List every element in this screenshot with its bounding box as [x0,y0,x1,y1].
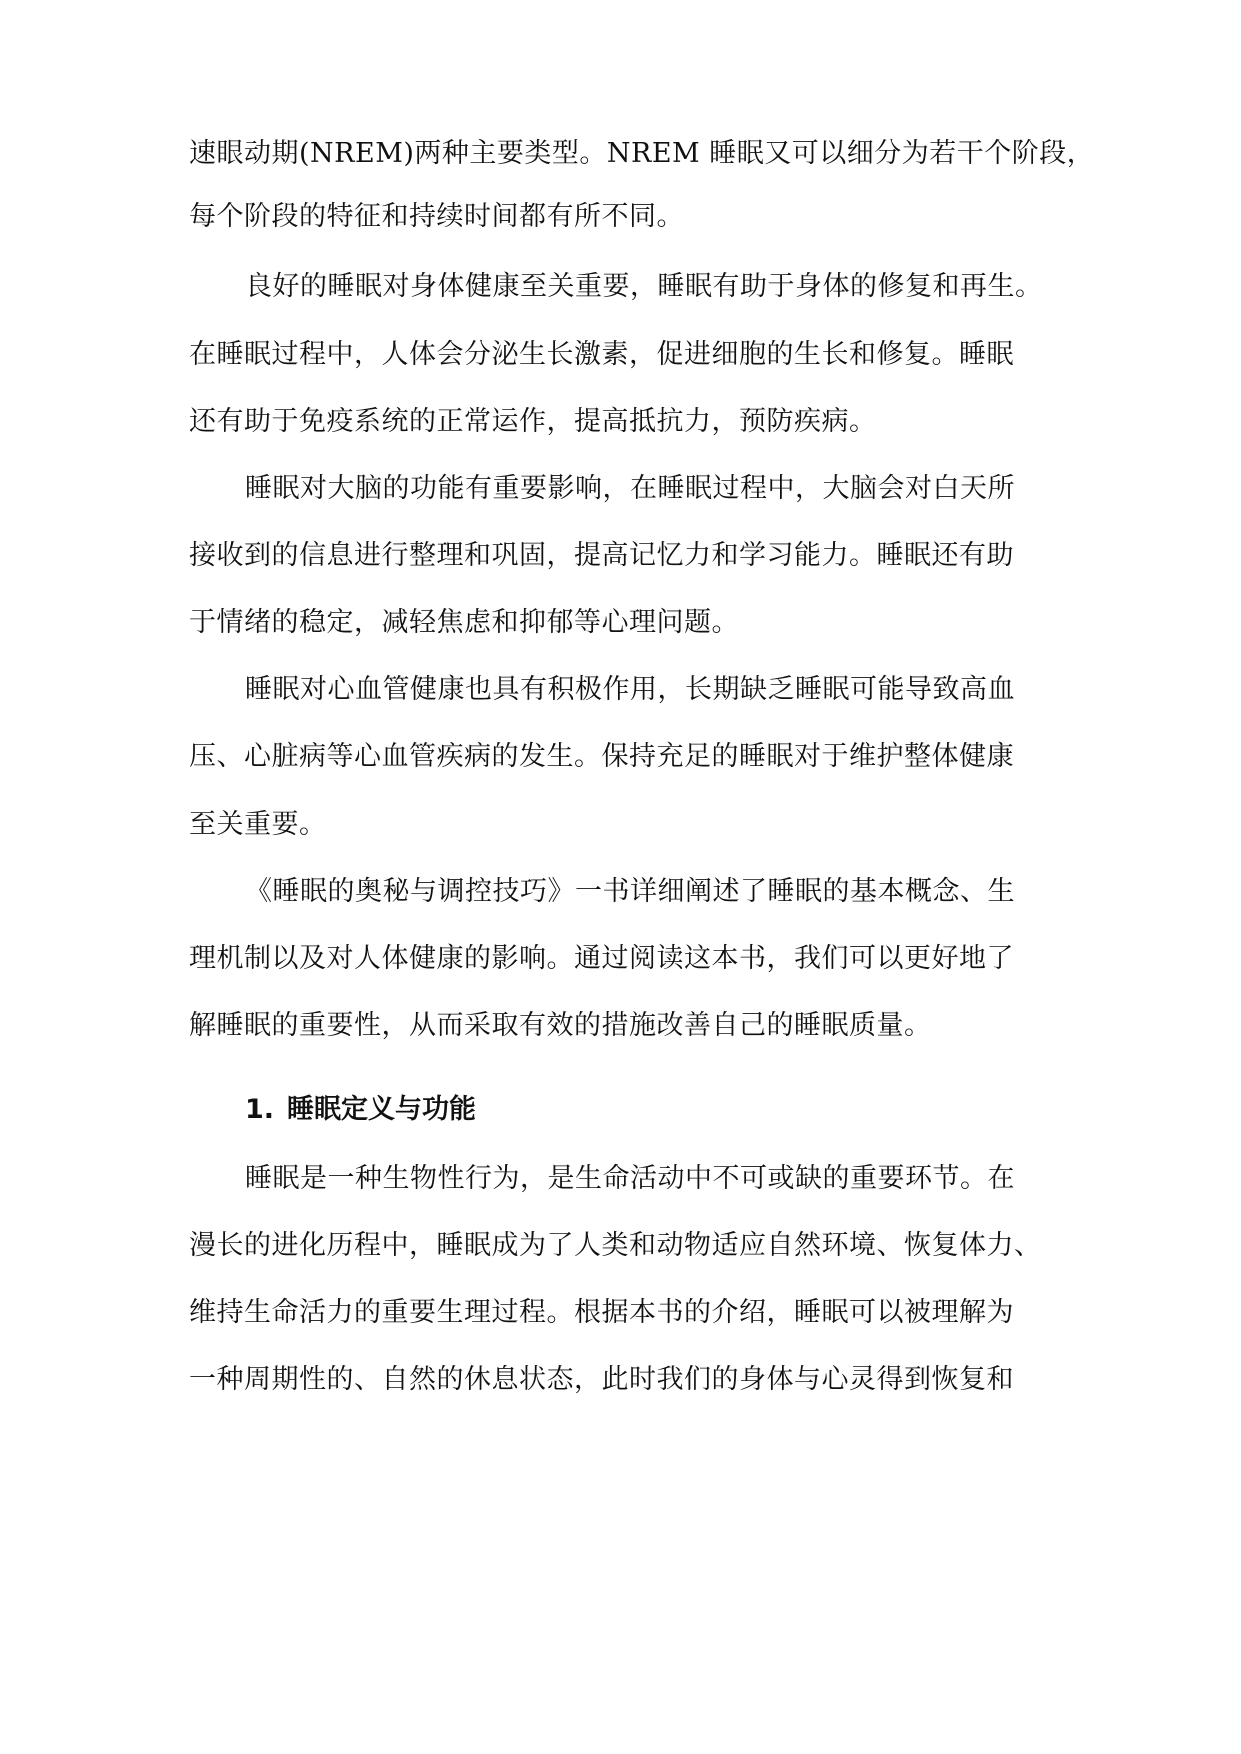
paragraph-1-line-2: 每个阶段的特征和持续时间都有所不同。 [189,201,684,232]
section-title: 睡眠定义与功能 [287,1094,476,1125]
paragraph-4-line-2: 压、心脏病等心血管疾病的发生。保持充足的睡眠对于维护整体健康 [189,741,1014,772]
paragraph-2-line-3: 还有助于免疫系统的正常运作，提高抵抗力，预防疾病。 [189,406,877,437]
section-paragraph-line-3: 维持生命活力的重要生理过程。根据本书的介绍，睡眠可以被理解为 [189,1297,1014,1328]
paragraph-2-line-1: 良好的睡眠对身体健康至关重要，睡眠有助于身体的修复和再生。 [245,271,1043,302]
paragraph-3-line-1: 睡眠对大脑的功能有重要影响，在睡眠过程中，大脑会对白天所 [245,473,1015,504]
section-paragraph-line-1: 睡眠是一种生物性行为，是生命活动中不可或缺的重要环节。在 [245,1163,1015,1194]
paragraph-2-line-2: 在睡眠过程中，人体会分泌生长激素，促进细胞的生长和修复。睡眠 [189,339,1014,370]
paragraph-4-line-3: 至关重要。 [189,809,327,840]
paragraph-3-line-2: 接收到的信息进行整理和巩固，提高记忆力和学习能力。睡眠还有助 [189,540,1014,571]
section-paragraph-line-2: 漫长的进化历程中，睡眠成为了人类和动物适应自然环境、恢复体力、 [189,1230,1042,1261]
section-number: 1. [245,1094,275,1125]
section-paragraph-line-4: 一种周期性的、自然的休息状态，此时我们的身体与心灵得到恢复和 [189,1364,1014,1395]
section-heading [245,1093,476,1127]
paragraph-5-line-1: 《睡眠的奥秘与调控技巧》一书详细阐述了睡眠的基本概念、生 [245,876,1015,907]
paragraph-1-line-1: 速眼动期(NREM)两种主要类型。NREM 睡眠又可以细分为若干个阶段， [189,138,1095,169]
paragraph-5-line-3: 解睡眠的重要性，从而采取有效的措施改善自己的睡眠质量。 [189,1010,932,1041]
paragraph-3-line-3: 于情绪的稳定，减轻焦虑和抑郁等心理问题。 [189,607,739,638]
paragraph-5-line-2: 理机制以及对人体健康的影响。通过阅读这本书，我们可以更好地了 [189,943,1014,974]
paragraph-4-line-1: 睡眠对心血管健康也具有积极作用，长期缺乏睡眠可能导致高血 [245,674,1015,705]
